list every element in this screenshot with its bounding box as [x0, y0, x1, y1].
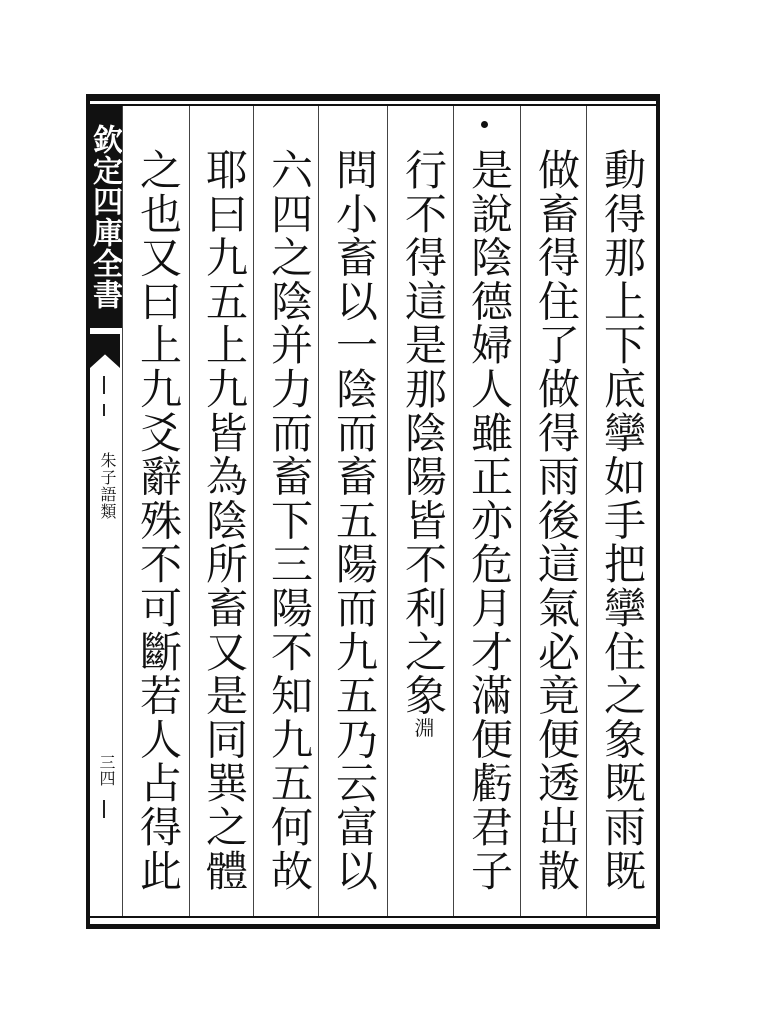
margin-title: 朱子語類 — [98, 452, 117, 520]
text-column-8: 之也又曰上九爻辭殊不可斷若人占得此 — [134, 148, 183, 893]
column-divider — [520, 106, 521, 916]
book-title: 欽定四庫全書 — [86, 106, 122, 328]
punctuation-dot — [481, 121, 488, 128]
right-border — [656, 94, 660, 929]
text-column-2: 做畜得住了做得雨後這氣必竟便透出散 — [532, 148, 581, 893]
margin-tick — [103, 800, 105, 818]
folio-number: 三四 — [97, 754, 116, 786]
column-4-text: 行不得這是那陰陽皆不利之象 — [399, 148, 448, 718]
column-divider — [318, 106, 319, 916]
column-divider — [253, 106, 254, 916]
column-divider — [586, 106, 587, 916]
top-border-rule — [86, 94, 660, 101]
column-divider — [189, 106, 190, 916]
text-column-3: 是說陰德婦人雖正亦危月才滿便虧君子 — [465, 148, 514, 893]
fishtail-mark — [90, 334, 120, 368]
column-divider — [122, 106, 123, 916]
margin-tick — [103, 404, 105, 416]
text-column-5: 問小畜以一陰而畜五陽而九五乃云富以 — [330, 148, 379, 893]
text-column-7: 耶曰九五上九皆為陰所畜又是同巽之體 — [200, 148, 249, 893]
text-column-1: 動得那上下底攣如手把攣住之象既雨既 — [598, 148, 647, 893]
margin-tick — [103, 376, 105, 394]
text-column-4 — [396, 148, 450, 918]
column-divider — [387, 106, 388, 916]
bottom-border-rule — [86, 924, 660, 929]
top-inner-rule — [86, 104, 660, 106]
column-divider — [453, 106, 454, 916]
attribution-note: 淵 — [411, 717, 435, 738]
text-column-6: 六四之陰并力而畜下三陽不知九五何故 — [265, 148, 314, 893]
